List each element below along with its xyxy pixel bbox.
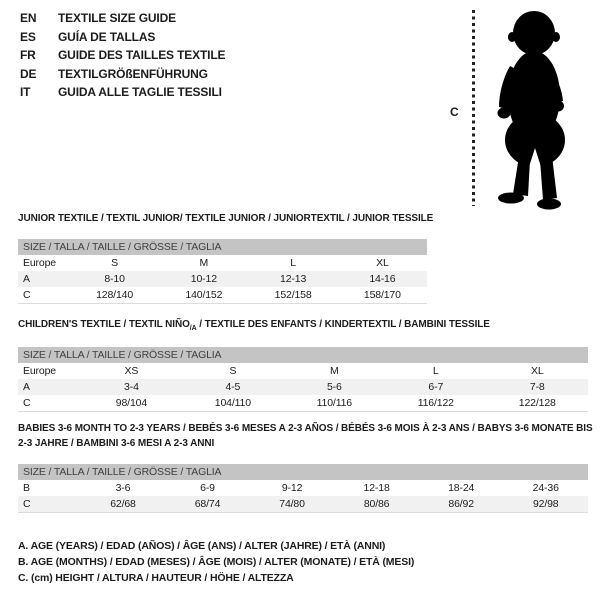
table-cell: 128/140: [96, 289, 134, 301]
table-cell: 110/116: [316, 397, 352, 409]
language-header: [20, 9, 225, 102]
language-code: FR: [20, 48, 36, 63]
table-cell: 10-12: [159, 271, 248, 287]
row-label: C: [23, 397, 31, 409]
language-title: GUÍA DE TALLAS: [58, 29, 156, 44]
language-row: [20, 65, 225, 84]
table-cell: 14-16: [338, 271, 427, 287]
children-table-title: [18, 317, 596, 336]
children-title-pre: CHILDREN'S TEXTILE / TEXTIL NIÑO: [18, 319, 190, 330]
footnote-b: B. AGE (MONTHS) / EDAD (MESES) / ÂGE (MOIS) / ALTER (MONATE) / ETÀ (MESI): [18, 556, 415, 568]
language-row: [20, 9, 225, 28]
table-cell: 9-12: [281, 482, 303, 494]
height-measure-label: C: [450, 105, 459, 119]
junior-size-table: [18, 255, 427, 304]
table-row: [18, 255, 427, 271]
table-cell: 152/158: [274, 289, 312, 301]
table-cell: S: [229, 365, 237, 377]
table-cell: 158/170: [363, 289, 401, 301]
size-header-bar: SIZE / TALLA / TAILLE / GRÖSSE / TAGLIA: [18, 464, 588, 480]
table-cell: 3-4: [81, 379, 182, 395]
table-cell: 4-5: [182, 379, 283, 395]
table-row: [18, 496, 588, 513]
children-title-post: / TEXTILE DES ENFANTS / KINDERTEXTIL / BAMBINI TESSILE: [196, 319, 490, 330]
row-label: C: [18, 496, 81, 513]
table-cell: 80/86: [334, 496, 419, 513]
footnotes: [18, 538, 414, 586]
children-size-table: [18, 363, 588, 412]
babies-size-table: [18, 480, 588, 513]
height-measure-dotted-line: [472, 10, 475, 206]
table-cell: 12-18: [363, 482, 390, 494]
table-cell: XS: [124, 365, 139, 377]
table-row: [18, 271, 427, 287]
babies-table: [18, 464, 588, 513]
table-cell: 6-7: [385, 379, 486, 395]
language-title: GUIDE DES TAILLES TEXTILE: [58, 48, 226, 63]
language-title: GUIDA ALLE TAGLIE TESSILI: [58, 85, 222, 100]
table-cell: 92/98: [503, 496, 588, 513]
table-cell: 6-9: [200, 482, 215, 494]
row-label: Europe: [23, 257, 56, 269]
language-row: [20, 46, 225, 65]
table-row: [18, 480, 588, 496]
table-cell: 24-36: [532, 482, 559, 494]
table-cell: 62/68: [81, 496, 166, 513]
footnote-c: C. (cm) HEIGHT / ALTURA / HAUTEUR / HÖHE / ALTEZZA: [18, 572, 294, 584]
size-header-bar: SIZE / TALLA / TAILLE / GRÖSSE / TAGLIA: [18, 347, 588, 363]
table-cell: M: [199, 257, 209, 269]
row-label: A: [18, 271, 70, 287]
table-cell: L: [290, 257, 296, 269]
table-cell: 122/128: [518, 397, 556, 409]
language-row: [20, 83, 225, 102]
table-cell: 116/122: [417, 397, 454, 409]
table-cell: XL: [530, 365, 544, 377]
table-cell: XL: [376, 257, 389, 269]
table-cell: 104/110: [214, 397, 251, 409]
children-table: [18, 347, 588, 412]
language-code: DE: [20, 66, 37, 81]
table-cell: 5-6: [284, 379, 385, 395]
language-row: [20, 28, 225, 47]
language-code: IT: [20, 85, 31, 100]
table-cell: 7-8: [487, 379, 589, 395]
language-code: EN: [20, 11, 37, 26]
table-cell: 140/152: [185, 289, 223, 301]
table-cell: 12-13: [248, 271, 337, 287]
table-row: [18, 287, 427, 304]
table-cell: 68/74: [165, 496, 250, 513]
table-cell: 74/80: [250, 496, 335, 513]
row-label: C: [23, 289, 31, 301]
table-cell: S: [111, 257, 118, 269]
toddler-silhouette-icon: [486, 8, 582, 210]
row-label: Europe: [23, 365, 56, 377]
babies-table-title: BABIES 3-6 MONTH TO 2-3 YEARS / BEBÉS 3-6 MESES A 2-3 AÑOS / BÉBÉS 3-6 MOIS À 2-3 ANS / BABYS 3-6 MONATE BIS 2-3 JAHRE / BAMBINI 3-6 MESI A 2-3 ANNI: [18, 423, 593, 449]
row-label: A: [18, 379, 81, 395]
table-cell: 3-6: [115, 482, 131, 494]
table-cell: 18-24: [448, 482, 475, 494]
table-cell: L: [432, 365, 439, 377]
table-row: [18, 363, 588, 379]
size-header-bar: SIZE / TALLA / TAILLE / GRÖSSE / TAGLIA: [18, 239, 427, 255]
junior-table: [18, 239, 427, 304]
table-cell: 98/104: [115, 397, 148, 409]
table-cell: 8-10: [70, 271, 159, 287]
language-title: TEXTILGRÖßENFÜHRUNG: [58, 66, 208, 81]
language-code: ES: [20, 29, 36, 44]
junior-table-title: JUNIOR TEXTILE / TEXTIL JUNIOR/ TEXTILE JUNIOR / JUNIORTEXTIL / JUNIOR TESSILE: [18, 213, 434, 224]
table-cell: 86/92: [419, 496, 504, 513]
table-row: [18, 395, 588, 412]
language-title: TEXTILE SIZE GUIDE: [58, 11, 176, 26]
footnote-a: A. AGE (YEARS) / EDAD (AÑOS) / ÂGE (ANS) / ALTER (JAHRE) / ETÀ (ANNI): [18, 540, 386, 552]
row-label: B: [23, 482, 30, 494]
children-title-sub: /A: [189, 325, 197, 332]
table-row: [18, 379, 588, 395]
table-cell: M: [330, 365, 339, 377]
